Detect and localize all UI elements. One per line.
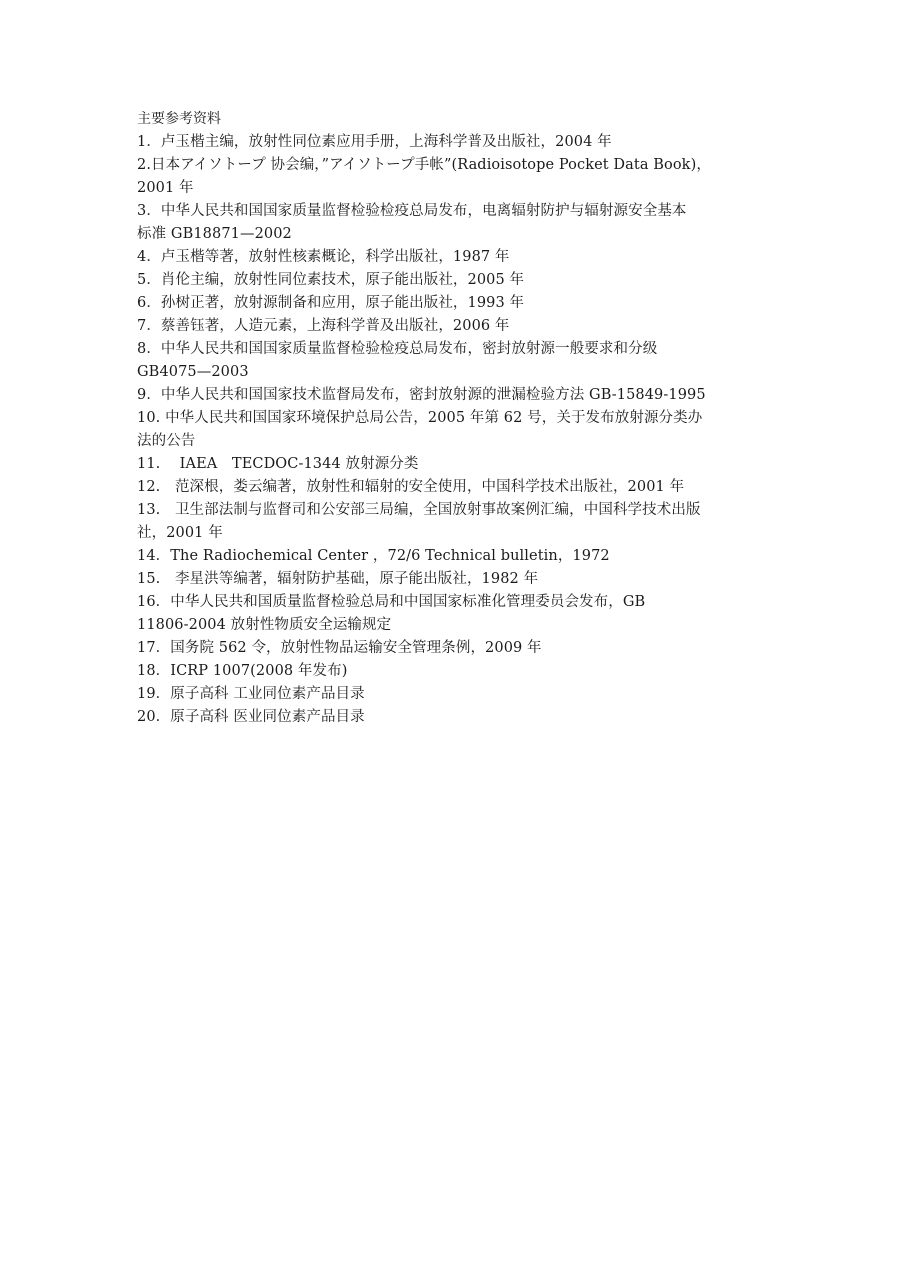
reference-line: 5．肖伦主编，放射性同位素技术，原子能出版社，2005 年 [137, 272, 525, 288]
reference-line: GB4075—2003 [137, 364, 249, 380]
references-section [137, 108, 787, 729]
reference-line: 10. 中华人民共和国国家环境保护总局公告，2005 年第 62 号，关于发布放射源分类办 [137, 410, 703, 426]
reference-line: 20．原子高科 医业同位素产品目录 [137, 709, 365, 725]
reference-line: 17．国务院 562 令，放射性物品运输安全管理条例，2009 年 [137, 640, 542, 656]
reference-line: 2001 年 [137, 180, 194, 196]
reference-line: 2.日本アイソトープ 协会编，”アイソトープ手帐”(Radioisotope Pocket Data Book)， [137, 157, 711, 173]
reference-line: 16．中华人民共和国质量监督检验总局和中国国家标准化管理委员会发布，GB [137, 594, 646, 610]
reference-line: 9．中华人民共和国国家技术监督局发布，密封放射源的泄漏检验方法 GB-15849-1995 [137, 387, 706, 403]
reference-line: 14．The Radiochemical Center ，72/6 Technical bulletin，1972 [137, 548, 610, 564]
reference-line: 法的公告 [137, 433, 196, 449]
reference-line: 19．原子高科 工业同位素产品目录 [137, 686, 365, 702]
reference-line: 15. 李星洪等编著，辐射防护基础，原子能出版社，1982 年 [137, 571, 539, 587]
reference-line: 社，2001 年 [137, 525, 223, 541]
references-heading: 主要参考资料 [137, 111, 221, 127]
reference-line: 4．卢玉楷等著，放射性核素概论，科学出版社，1987 年 [137, 249, 510, 265]
reference-line: 3．中华人民共和国国家质量监督检验检疫总局发布，电离辐射防护与辐射源安全基本 [137, 203, 687, 219]
reference-line: 标准 GB18871—2002 [137, 226, 292, 242]
reference-line: 1．卢玉楷主编，放射性同位素应用手册，上海科学普及出版社，2004 年 [137, 134, 612, 150]
reference-line: 11. IAEA TECDOC-1344 放射源分类 [137, 456, 419, 472]
reference-line: 11806-2004 放射性物质安全运输规定 [137, 617, 392, 633]
reference-line: 18．ICRP 1007(2008 年发布) [137, 663, 348, 679]
reference-line: 12. 范深根，娄云编著，放射性和辐射的安全使用，中国科学技术出版社，2001 年 [137, 479, 685, 495]
reference-line: 8．中华人民共和国国家质量监督检验检疫总局发布，密封放射源一般要求和分级 [137, 341, 658, 357]
reference-line: 13. 卫生部法制与监督司和公安部三局编，全国放射事故案例汇编，中国科学技术出版 [137, 502, 701, 518]
reference-line: 7．蔡善钰著，人造元素，上海科学普及出版社，2006 年 [137, 318, 510, 334]
reference-line: 6．孙树正著，放射源制备和应用，原子能出版社，1993 年 [137, 295, 525, 311]
